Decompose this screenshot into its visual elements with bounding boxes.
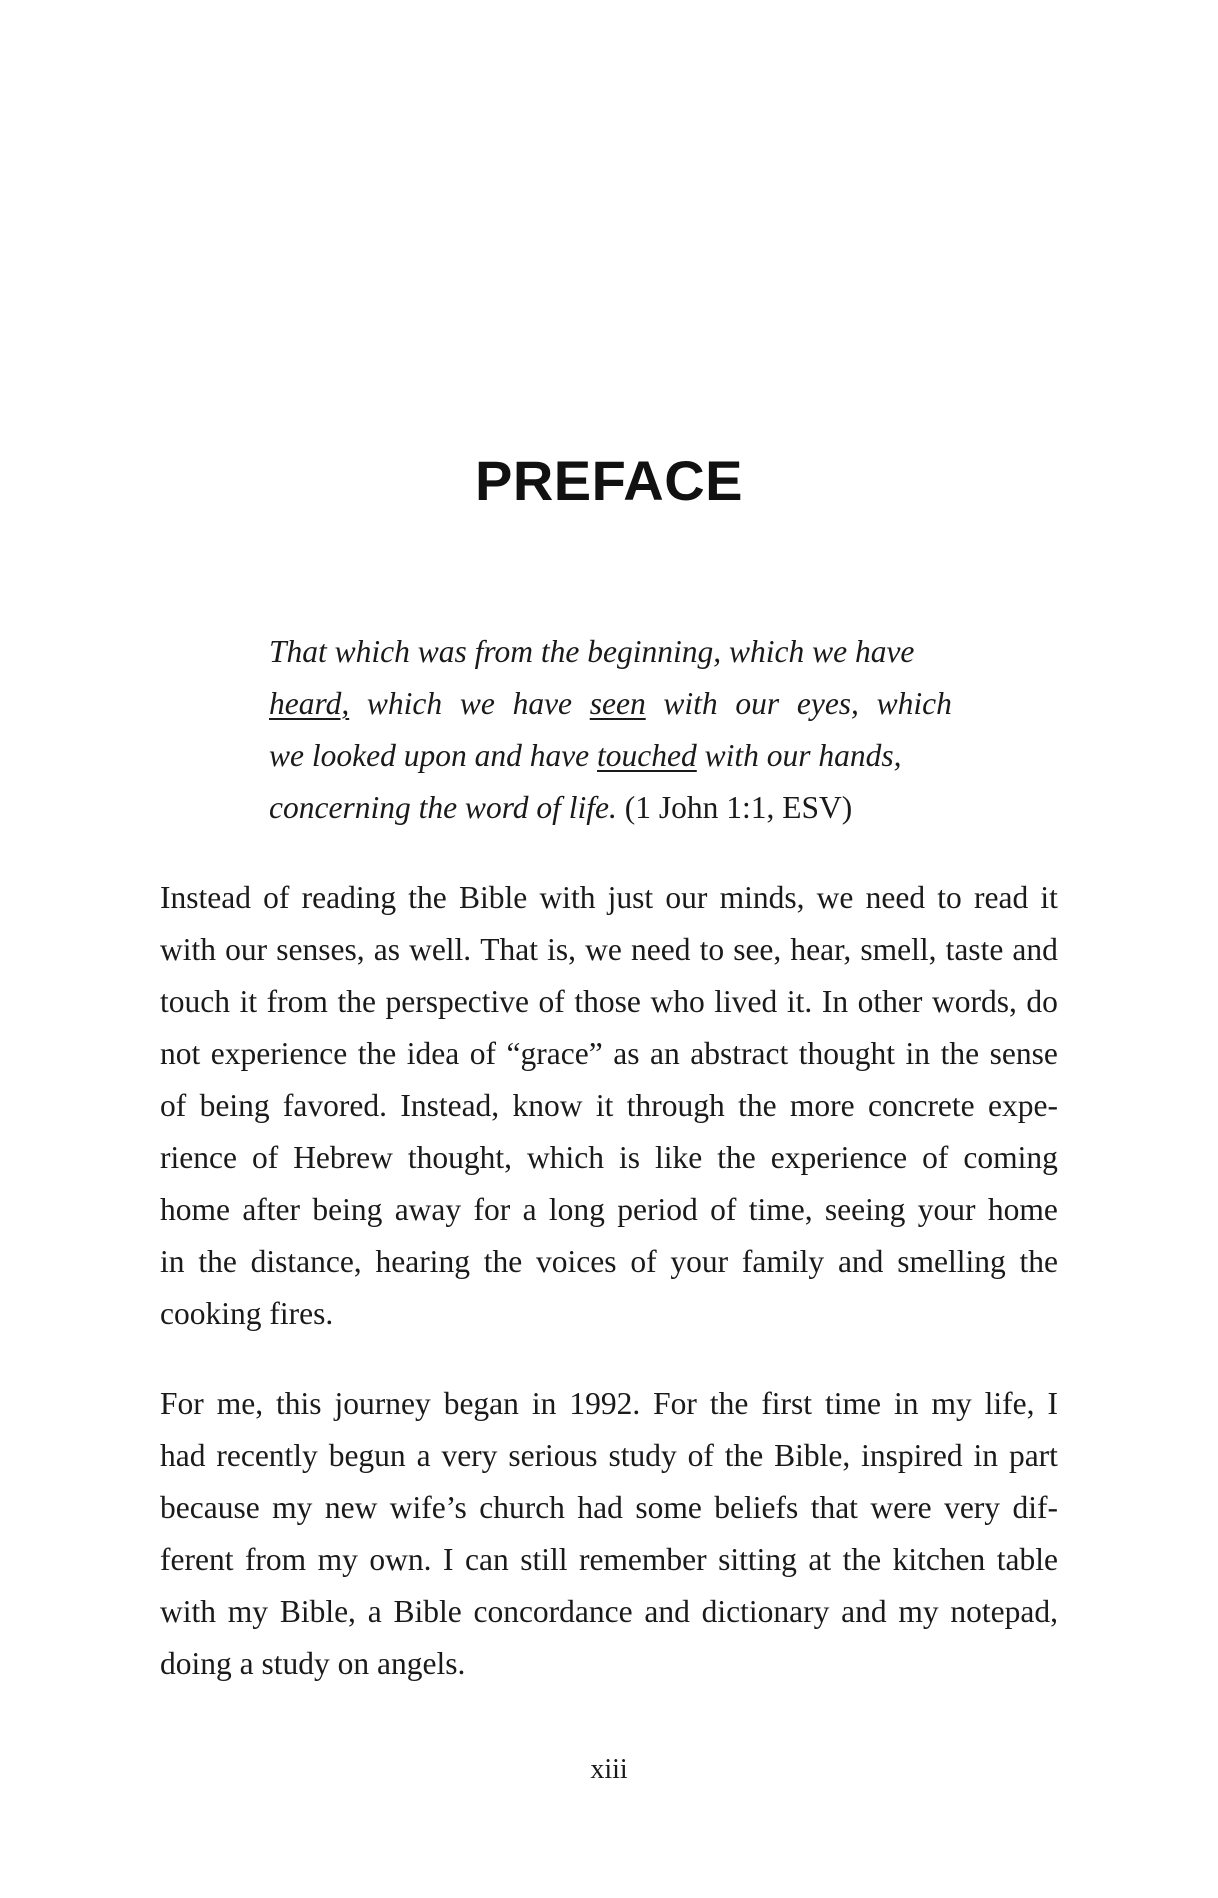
word: to — [937, 880, 962, 915]
text-line — [160, 1236, 1058, 1288]
word: our — [225, 932, 268, 967]
word: those — [574, 984, 641, 1019]
epigraph-line — [269, 730, 952, 782]
word: at — [808, 1542, 832, 1577]
word: study — [608, 1438, 677, 1473]
word: still — [520, 1542, 568, 1577]
word: dictionary — [701, 1594, 830, 1629]
word: Bible, — [279, 1594, 356, 1629]
epigraph-line — [269, 782, 952, 834]
word: in — [531, 1386, 557, 1421]
word: experience — [210, 1036, 348, 1071]
word: the — [724, 1438, 764, 1473]
text-line — [160, 924, 1058, 976]
epigraph-text: we looked upon and have — [269, 738, 598, 773]
word: favored. — [282, 1088, 387, 1123]
text-line — [160, 1132, 1058, 1184]
word: the — [717, 1140, 756, 1175]
word: thought, — [407, 1140, 513, 1175]
word: with — [160, 1594, 217, 1629]
word: is, — [547, 932, 577, 967]
word: 1992. — [569, 1386, 641, 1421]
word: kitchen — [892, 1542, 986, 1577]
word: table — [996, 1542, 1058, 1577]
page-number: xiii — [590, 1754, 628, 1785]
word: in — [893, 1386, 919, 1421]
word: rience — [160, 1140, 237, 1175]
word: the — [357, 1036, 397, 1071]
epigraph-word: which — [876, 686, 952, 721]
epigraph-word: our — [735, 686, 780, 721]
word: remember — [578, 1542, 707, 1577]
epigraph-word: seen — [589, 686, 646, 721]
word: it — [239, 984, 258, 1019]
word: being — [312, 1192, 383, 1227]
word: touch — [160, 984, 230, 1019]
word: my — [931, 1386, 972, 1421]
word: your — [670, 1244, 729, 1279]
word: is — [619, 1140, 641, 1175]
word: my — [227, 1594, 269, 1629]
word: concrete — [867, 1088, 975, 1123]
text-line: doing a study on angels. — [160, 1646, 466, 1681]
word: Bible, — [774, 1438, 851, 1473]
word: I — [1047, 1386, 1058, 1421]
word: it — [595, 1088, 614, 1123]
word: very — [441, 1438, 498, 1473]
epigraph-underlined-word: touched — [597, 738, 697, 773]
text-line — [160, 1534, 1058, 1586]
word: perspective — [385, 984, 529, 1019]
word: ferent — [160, 1542, 234, 1577]
text-line — [160, 1028, 1058, 1080]
word: That — [480, 932, 539, 967]
word: Bible — [458, 880, 528, 915]
word: distance, — [250, 1244, 362, 1279]
word: the — [842, 1542, 882, 1577]
word: seeing — [824, 1192, 906, 1227]
word: your — [917, 1192, 976, 1227]
word: of — [263, 880, 290, 915]
word: beliefs — [714, 1490, 799, 1525]
word: time — [825, 1386, 882, 1421]
word: can — [465, 1542, 509, 1577]
word: of — [922, 1140, 949, 1175]
word: smell, — [860, 932, 937, 967]
word: home — [160, 1192, 230, 1227]
word: we — [585, 932, 622, 967]
epigraph-line — [269, 678, 952, 730]
word: my — [898, 1594, 939, 1629]
word: in — [973, 1438, 999, 1473]
word: the — [738, 1088, 777, 1123]
epigraph-quote — [269, 626, 952, 834]
word: being — [199, 1088, 270, 1123]
chapter-title: PREFACE — [475, 449, 743, 512]
word: in — [160, 1244, 185, 1279]
word: Bible — [393, 1594, 462, 1629]
text-line — [160, 1586, 1058, 1638]
word: For — [160, 1386, 204, 1421]
word: more — [789, 1088, 855, 1123]
word: senses, — [276, 932, 365, 967]
word: and — [841, 1594, 887, 1629]
word: words, — [931, 984, 1017, 1019]
word: with — [160, 932, 217, 967]
word: period — [617, 1192, 698, 1227]
word: Instead — [160, 880, 251, 915]
word: abstract — [690, 1036, 789, 1071]
text-line: cooking fires. — [160, 1296, 334, 1331]
word: first — [761, 1386, 813, 1421]
word: with — [539, 880, 596, 915]
word: For — [653, 1386, 697, 1421]
word: need — [630, 932, 691, 967]
word: do — [1026, 984, 1058, 1019]
word: had — [160, 1438, 206, 1473]
word: the — [337, 984, 376, 1019]
word: idea — [406, 1036, 460, 1071]
word: family — [741, 1244, 825, 1279]
word: begun — [328, 1438, 406, 1473]
epigraph-word: with — [663, 686, 718, 721]
word: the — [940, 1036, 980, 1071]
word: I — [443, 1542, 454, 1577]
word: as — [373, 932, 400, 967]
word: Hebrew — [293, 1140, 393, 1175]
word: had — [577, 1490, 623, 1525]
word: a — [367, 1594, 382, 1629]
epigraph-word: have — [512, 686, 573, 721]
text-line — [160, 1482, 1058, 1534]
text-line — [160, 872, 1058, 924]
word: for — [473, 1192, 511, 1227]
word: part — [1008, 1438, 1058, 1473]
word: voices — [536, 1244, 617, 1279]
word: it — [1040, 880, 1058, 915]
word: who — [650, 984, 705, 1019]
word: hear, — [790, 932, 852, 967]
word: sitting — [718, 1542, 797, 1577]
word: which — [527, 1140, 605, 1175]
word: see, — [733, 932, 782, 967]
word: just — [607, 880, 654, 915]
word: life, — [984, 1386, 1035, 1421]
word: inspired — [861, 1438, 963, 1473]
word: that — [810, 1490, 858, 1525]
word: my — [317, 1542, 358, 1577]
word: this — [276, 1386, 322, 1421]
word: our — [665, 880, 708, 915]
body-paragraph-2 — [160, 1378, 1058, 1690]
word: thought — [798, 1036, 896, 1071]
word: very — [944, 1490, 1001, 1525]
word: reading — [301, 880, 397, 915]
epigraph-word: which — [366, 686, 443, 721]
word: of — [160, 1088, 187, 1123]
word: new — [324, 1490, 378, 1525]
word: of — [538, 984, 565, 1019]
epigraph-text: with our hands, — [696, 738, 902, 773]
word: a — [416, 1438, 431, 1473]
word: after — [242, 1192, 301, 1227]
epigraph-line: That which was from the beginning, which we have — [269, 634, 915, 669]
word: and — [644, 1594, 690, 1629]
word: smelling — [897, 1244, 1006, 1279]
text-line — [160, 976, 1058, 1028]
word: because — [160, 1490, 260, 1525]
epigraph-word: heard, — [269, 686, 350, 721]
text-line — [160, 1184, 1058, 1236]
word: time, — [748, 1192, 813, 1227]
word: began — [443, 1386, 519, 1421]
epigraph-citation: (1 John 1:1, ESV) — [624, 790, 853, 825]
epigraph-word: eyes, — [796, 686, 859, 721]
word: expe- — [988, 1088, 1058, 1123]
word: a — [522, 1192, 537, 1227]
word: long — [548, 1192, 605, 1227]
epigraph-word: we — [459, 686, 495, 721]
word: serious — [508, 1438, 598, 1473]
word: notepad, — [950, 1594, 1058, 1629]
word: it. — [786, 984, 813, 1019]
word: hearing — [375, 1244, 470, 1279]
word: the — [408, 880, 447, 915]
word: of — [710, 1192, 737, 1227]
word: other — [857, 984, 923, 1019]
word: the — [198, 1244, 237, 1279]
word: journey — [334, 1386, 431, 1421]
word: to — [699, 932, 725, 967]
word: own. — [369, 1542, 432, 1577]
word: an — [650, 1036, 680, 1071]
word: and — [837, 1244, 884, 1279]
word: in — [905, 1036, 931, 1071]
word: me, — [216, 1386, 264, 1421]
word: experience — [770, 1140, 908, 1175]
word: home — [987, 1192, 1058, 1227]
word: wife’s — [389, 1490, 467, 1525]
word: minds, — [719, 880, 805, 915]
word: from — [266, 984, 328, 1019]
word: “grace” — [506, 1036, 603, 1071]
word: as — [613, 1036, 640, 1071]
word: my — [272, 1490, 313, 1525]
word: know — [512, 1088, 583, 1123]
text-line — [160, 1378, 1058, 1430]
word: coming — [963, 1140, 1058, 1175]
word: In — [821, 984, 849, 1019]
word: from — [244, 1542, 307, 1577]
text-line — [160, 1430, 1058, 1482]
word: we — [816, 880, 854, 915]
word: Instead, — [400, 1088, 500, 1123]
word: taste — [945, 932, 1004, 967]
word: concordance — [473, 1594, 633, 1629]
body-paragraph-1 — [160, 872, 1058, 1340]
word: of — [251, 1140, 279, 1175]
word: dif- — [1012, 1490, 1058, 1525]
word: the — [483, 1244, 523, 1279]
word: like — [655, 1140, 703, 1175]
word: lived — [714, 984, 778, 1019]
word: were — [870, 1490, 932, 1525]
word: sense — [989, 1036, 1058, 1071]
word: well. — [409, 932, 472, 967]
word: of — [687, 1438, 714, 1473]
word: need — [865, 880, 926, 915]
word: through — [626, 1088, 725, 1123]
word: not — [160, 1036, 201, 1071]
epigraph-text: concerning the word of life. — [269, 790, 617, 825]
word: recently — [216, 1438, 318, 1473]
word: of — [469, 1036, 496, 1071]
word: read — [974, 880, 1029, 915]
text-line — [160, 1080, 1058, 1132]
word: away — [394, 1192, 462, 1227]
word: the — [709, 1386, 749, 1421]
word: of — [630, 1244, 657, 1279]
word: the — [1019, 1244, 1058, 1279]
word: church — [479, 1490, 565, 1525]
word: some — [635, 1490, 702, 1525]
word: and — [1012, 932, 1058, 967]
